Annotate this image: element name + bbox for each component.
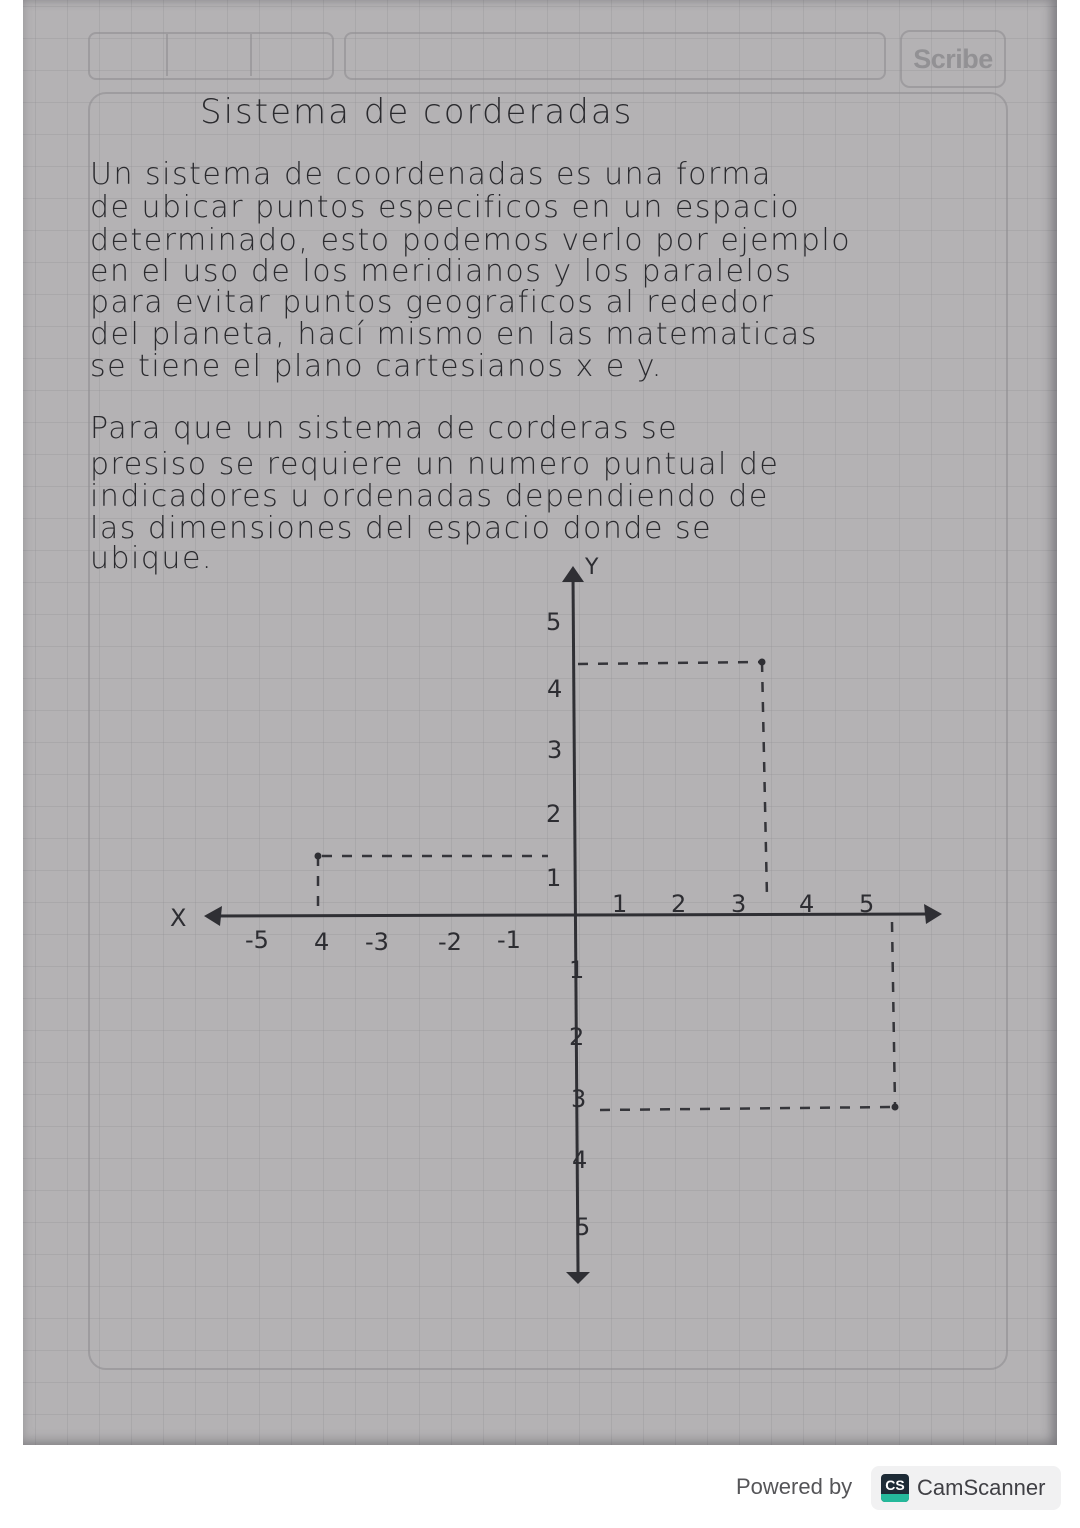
x-tick: 5	[859, 890, 875, 918]
x-axis-label: X	[170, 904, 187, 932]
camscanner-brand-name: CamScanner	[917, 1475, 1046, 1500]
x-tick: 2	[671, 890, 687, 918]
x-axis-arrow-right-icon	[924, 904, 942, 924]
y-tick: 5	[575, 1213, 591, 1241]
camscanner-badge[interactable]	[871, 1466, 1061, 1510]
scribe-logo: Scribe	[900, 30, 1006, 88]
text-line: Un sistema de coordenadas es una forma	[90, 157, 772, 192]
x-tick: 3	[731, 890, 747, 918]
x-axis	[210, 914, 930, 916]
y-tick: 2	[546, 800, 562, 828]
text-line: presiso se requiere un numero puntual de	[90, 447, 780, 482]
text-line: ubique.	[90, 541, 213, 576]
point-c	[892, 1104, 899, 1111]
x-tick: -1	[497, 926, 521, 954]
y-tick: 1	[546, 864, 562, 892]
y-axis-arrow-down-icon	[566, 1272, 590, 1284]
x-tick: 4	[799, 890, 815, 918]
y-tick: 4	[572, 1146, 588, 1174]
page-title: Sistema de corderadas	[200, 92, 634, 132]
y-tick: 1	[569, 956, 585, 984]
projection-lines	[318, 662, 895, 1110]
x-axis-arrow-left-icon	[204, 906, 222, 926]
text-line: en el uso de los meridianos y los paralelos	[90, 254, 793, 289]
text-line: del planeta, hací mismo en las matematicas	[90, 317, 818, 352]
y-axis-arrow-up-icon	[562, 566, 584, 582]
y-tick: 3	[571, 1085, 587, 1113]
powered-by-label: Powered by	[736, 1474, 853, 1499]
text-line: Para que un sistema de corderas se	[90, 411, 679, 446]
point-b	[315, 853, 322, 860]
x-tick: -2	[438, 928, 462, 956]
y-axis-label: Y	[585, 555, 599, 580]
x-tick: 4	[314, 928, 330, 956]
text-line: para evitar puntos geograficos al rededor	[90, 285, 775, 320]
x-tick: -3	[365, 928, 389, 956]
axes	[210, 575, 930, 1272]
y-tick: 3	[547, 736, 563, 764]
text-line: determinado, esto podemos verlo por ejemplo	[90, 223, 852, 258]
text-line: se tiene el plano cartesianos x e y.	[90, 349, 663, 384]
y-tick: 2	[569, 1023, 585, 1051]
y-tick: 5	[546, 608, 562, 636]
x-tick: -5	[245, 926, 269, 954]
point-a	[759, 659, 766, 666]
camscanner-logo-icon: CS	[881, 1474, 909, 1502]
text-line: de ubicar puntos especificos en un espacio	[90, 190, 801, 225]
y-tick: 4	[547, 675, 563, 703]
x-tick: 1	[612, 890, 628, 918]
text-line: las dimensiones del espacio donde se	[90, 511, 713, 546]
text-line: indicadores u ordenadas dependiendo de	[90, 479, 769, 514]
